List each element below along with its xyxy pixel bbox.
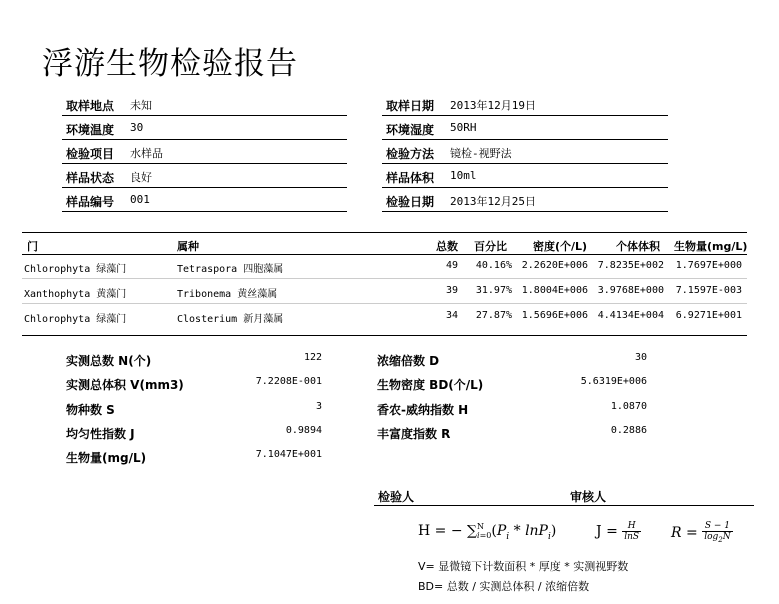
- summary-value: 1.0870: [610, 401, 647, 412]
- col-header-count: 总数: [436, 240, 458, 253]
- col-header-genus: 属种: [177, 240, 199, 253]
- col-header-phylum: 门: [27, 240, 38, 253]
- cell-density: 2.2620E+006: [521, 260, 588, 271]
- col-header-density: 密度(个/L): [533, 240, 588, 253]
- cell-volume: 4.4134E+004: [597, 310, 664, 321]
- summary-value: 0.9894: [285, 425, 322, 436]
- cell-percent: 27.87%: [475, 310, 512, 321]
- info-value: 水样品: [130, 147, 163, 160]
- cell-count: 34: [445, 310, 458, 321]
- summary-value: 122: [303, 352, 322, 363]
- cell-volume: 3.9768E+000: [597, 285, 664, 296]
- col-header-volume: 个体体积: [616, 240, 660, 253]
- info-label: 取样地点: [66, 99, 115, 113]
- info-label: 环境温度: [66, 123, 115, 137]
- summary-label: 浓缩倍数 D: [377, 354, 440, 368]
- col-header-biomass: 生物量(mg/L): [674, 240, 748, 253]
- cell-genus: Tetraspora 四胞藻属: [177, 264, 284, 275]
- info-label: 检验日期: [386, 195, 435, 209]
- info-value: 镜检-视野法: [450, 147, 512, 160]
- info-label: 样品编号: [66, 195, 115, 209]
- cell-count: 39: [445, 285, 458, 296]
- summary-label: 香农-威纳指数 H: [377, 403, 469, 417]
- cell-percent: 40.16%: [475, 260, 512, 271]
- summary-value: 7.2208E-001: [255, 376, 322, 387]
- cell-genus: Closterium 新月藻属: [177, 314, 284, 325]
- info-value: 2013年12月25日: [450, 195, 536, 208]
- report-title: 浮游生物检验报告: [42, 46, 298, 82]
- info-value: 50RH: [450, 121, 477, 134]
- summary-value: 7.1047E+001: [255, 449, 322, 460]
- cell-phylum: Chlorophyta 绿藻门: [24, 264, 127, 275]
- summary-label: 实测总体积 V(mm3): [66, 378, 184, 392]
- cell-count: 49: [445, 260, 458, 271]
- cell-density: 1.8004E+006: [521, 285, 588, 296]
- cell-phylum: Chlorophyta 绿藻门: [24, 314, 127, 325]
- summary-value: 0.2886: [610, 425, 647, 436]
- note-v: V= 显微镜下计数面积 * 厚度 * 实测视野数: [418, 560, 629, 573]
- info-label: 样品体积: [386, 171, 435, 185]
- info-label: 检验方法: [386, 147, 435, 161]
- summary-label: 实测总数 N(个): [66, 354, 152, 368]
- cell-density: 1.5696E+006: [521, 310, 588, 321]
- info-value: 30: [130, 121, 144, 134]
- formula-richness: R = $\frac{S - 1}{\log_2N}$: [671, 521, 731, 544]
- cell-genus: Tribonema 黄丝藻属: [177, 289, 278, 300]
- info-value: 未知: [130, 99, 152, 112]
- formula-evenness: J = $\frac{H}{\ln S}$: [596, 521, 640, 542]
- info-label: 检验项目: [66, 147, 115, 161]
- info-value: 良好: [130, 171, 152, 184]
- cell-biomass: 7.1597E-003: [675, 285, 742, 296]
- info-label: 环境湿度: [386, 123, 435, 137]
- info-value: 001: [130, 193, 150, 206]
- summary-value: 3: [315, 401, 322, 412]
- summary-label: 物种数 S: [66, 403, 115, 417]
- cell-biomass: 1.7697E+000: [675, 260, 742, 271]
- cell-percent: 31.97%: [475, 285, 512, 296]
- reviewer-label: 审核人: [570, 490, 607, 504]
- summary-value: 30: [634, 352, 647, 363]
- cell-biomass: 6.9271E+001: [675, 310, 742, 321]
- summary-label: 生物密度 BD(个/L): [377, 378, 484, 392]
- summary-label: 生物量(mg/L): [66, 451, 147, 465]
- formula-shannon: H = − ∑ N i=0 $(P_i * \ln P_i)$: [418, 522, 557, 542]
- summary-value: 5.6319E+006: [580, 376, 647, 387]
- summary-label: 丰富度指数 R: [377, 427, 451, 441]
- col-header-percent: 百分比: [474, 240, 507, 253]
- info-label: 样品状态: [66, 171, 115, 185]
- summary-label: 均匀性指数 J: [66, 427, 135, 441]
- note-bd: BD= 总数 / 实测总体积 / 浓缩倍数: [418, 580, 590, 593]
- cell-phylum: Xanthophyta 黄藻门: [24, 289, 127, 300]
- info-value: 2013年12月19日: [450, 99, 536, 112]
- info-label: 取样日期: [386, 99, 435, 113]
- cell-volume: 7.8235E+002: [597, 260, 664, 271]
- inspector-label: 检验人: [378, 490, 415, 504]
- info-value: 10ml: [450, 169, 477, 182]
